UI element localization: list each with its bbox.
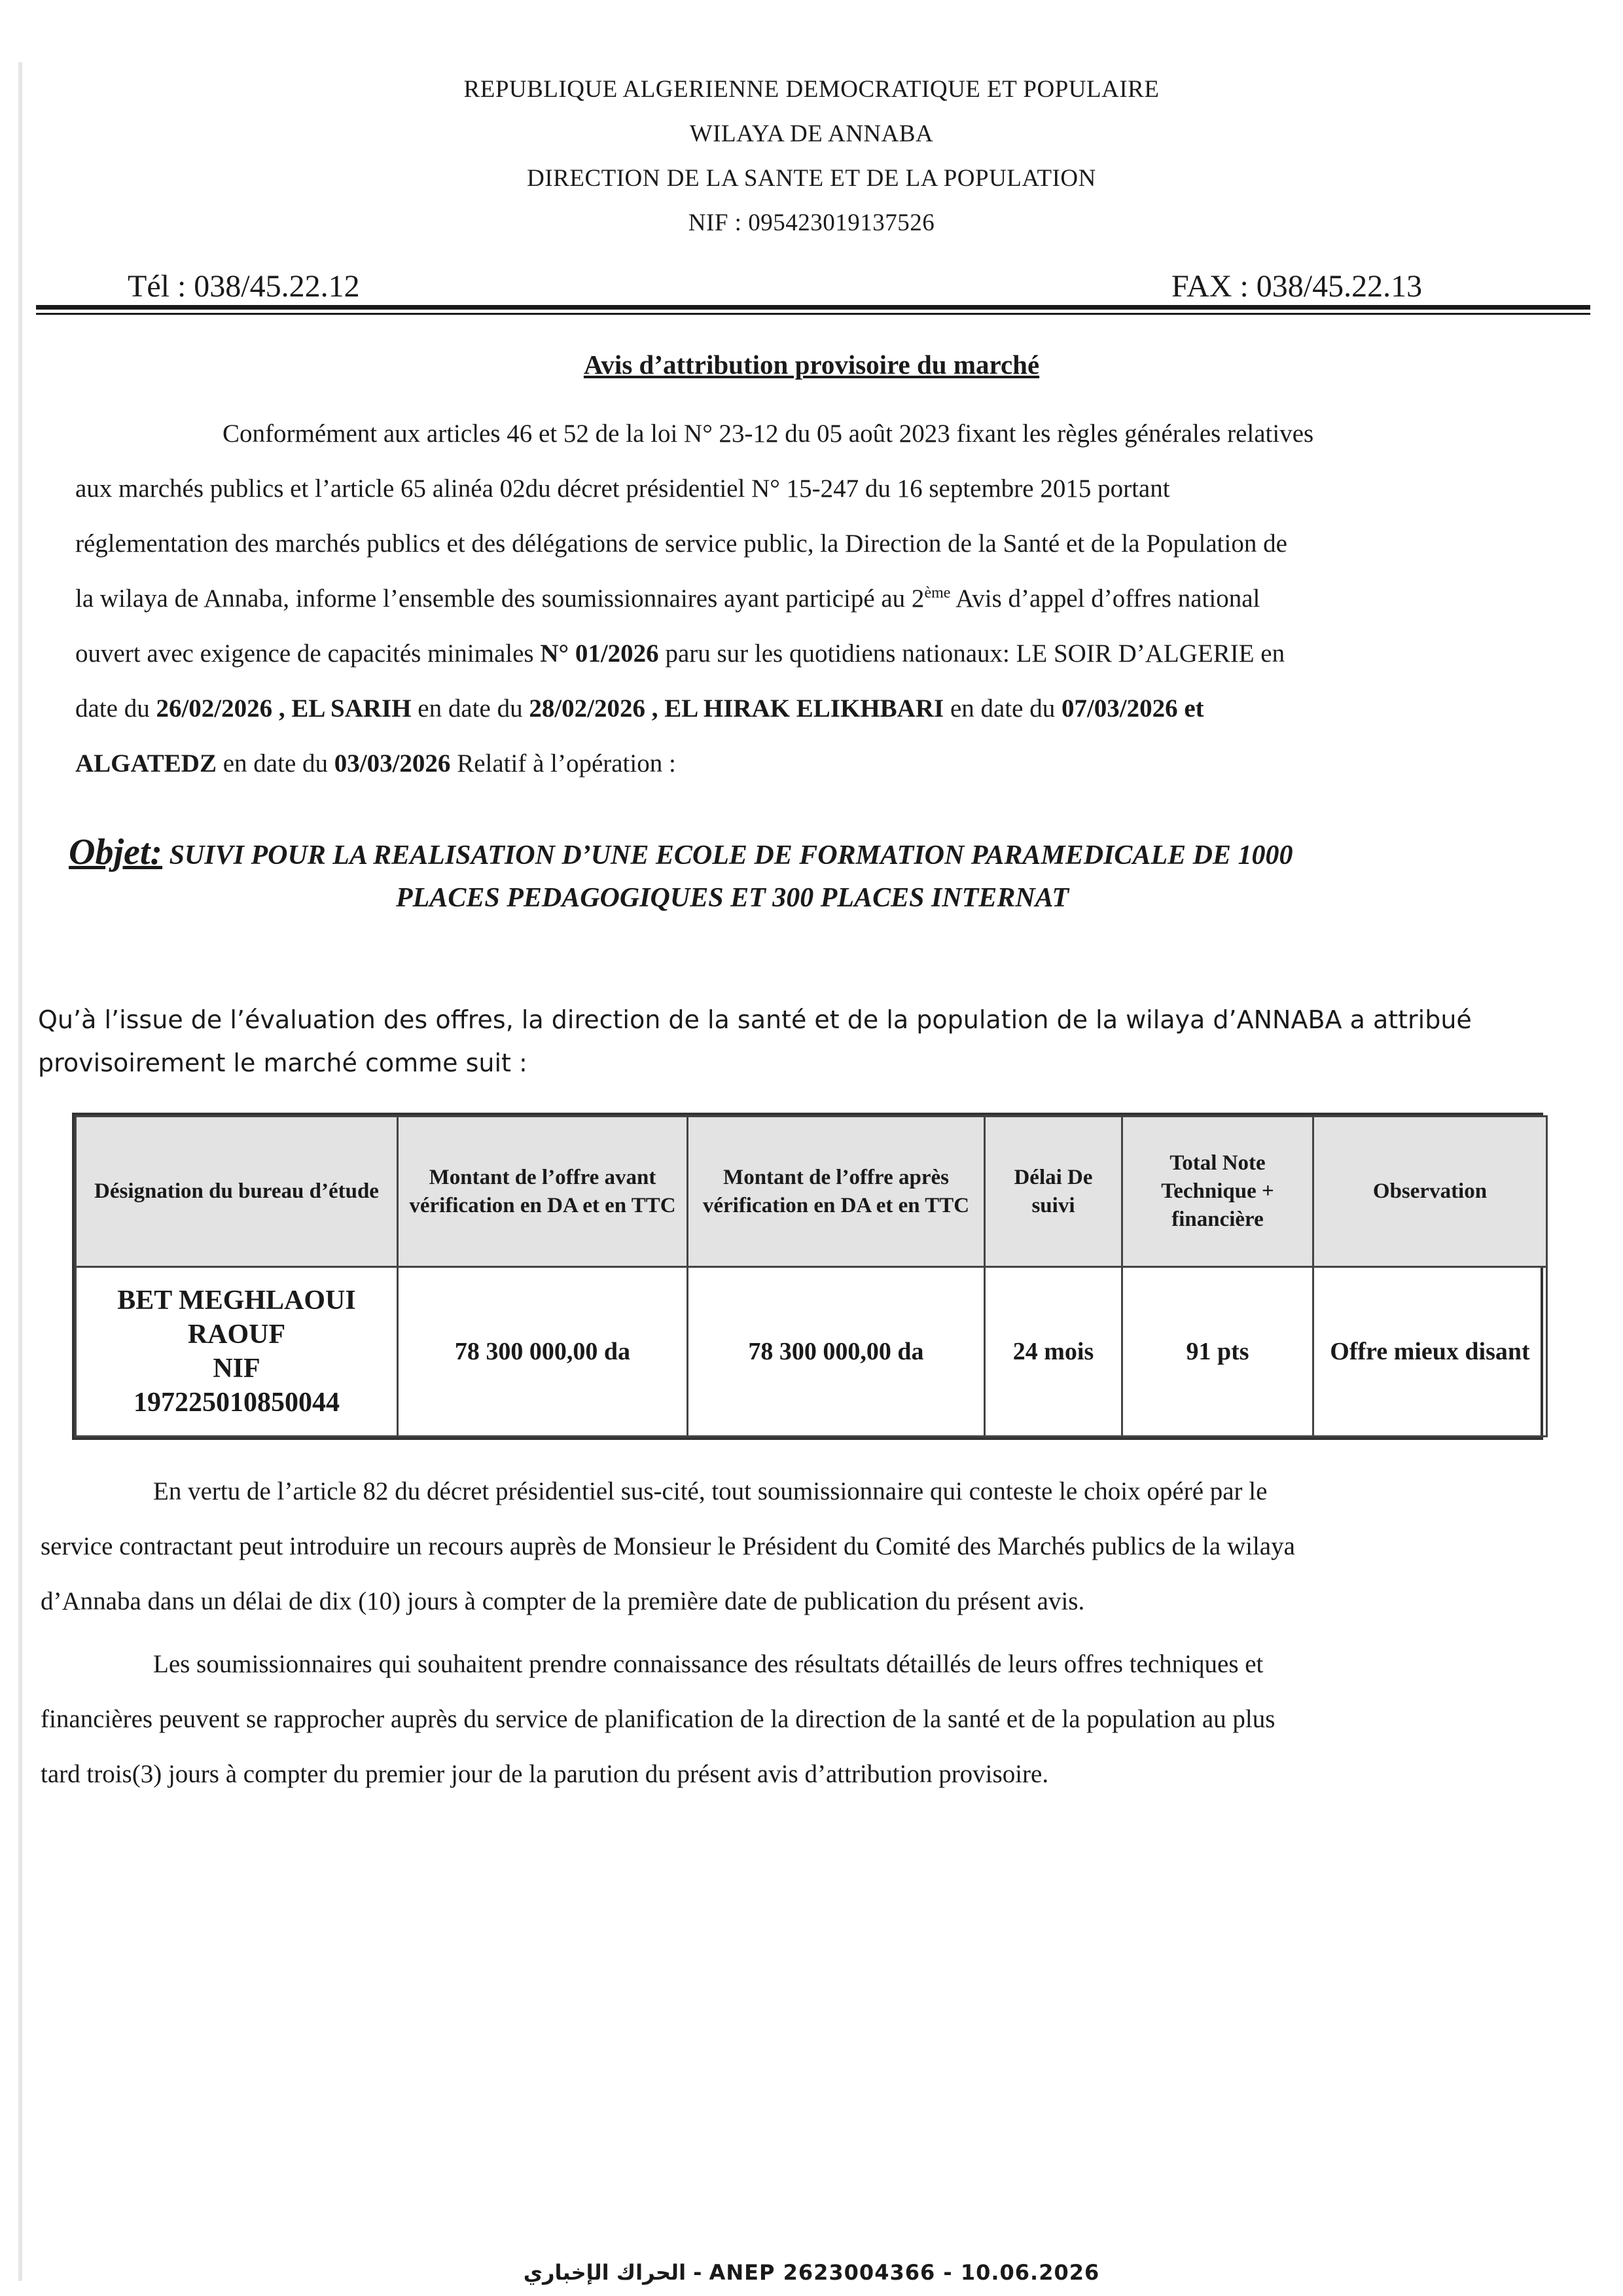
table-row (76, 1267, 1547, 1437)
recours-paragraph (41, 1477, 1546, 1641)
cell-delai: 24 mois (985, 1267, 1122, 1437)
header-delai: Délai De suivi (985, 1117, 1122, 1267)
intro-line: ouvert avec exigence de capacités minimales N° 01/2026 paru sur les quotidiens nationaux: LE SOIR D’ALGERIE en (75, 639, 1285, 668)
resultats-line: Les soumissionnaires qui souhaitent prendre connaissance des résultats détaillés de leurs offres techniques et (153, 1650, 1264, 1678)
header-republic: REPUBLIQUE ALGERIENNE DEMOCRATIQUE ET POPULAIRE (463, 76, 1160, 103)
objet-line-1: SUIVI POUR LA REALISATION D’UNE ECOLE DE FORMATION PARAMEDICALE DE 1000 (162, 840, 1293, 870)
header-bureau: Désignation du bureau d’étude (76, 1117, 398, 1267)
header-nif: NIF : 095423019137526 (688, 209, 935, 236)
header-telephone: Tél : 038/45.22.12 (128, 269, 360, 304)
intro-line: réglementation des marchés publics et des délégations de service public, la Direction de la Santé et de la Population de (75, 529, 1287, 558)
intro-line: date du 26/02/2026 , EL SARIH en date du 28/02/2026 , EL HIRAK ELIKHBARI en date du 07/03/2026 et (75, 694, 1204, 723)
attribution-table (72, 1113, 1543, 1440)
resultats-paragraph (41, 1649, 1546, 1814)
header-rule-thick (36, 305, 1590, 310)
intro-line: la wilaya de Annaba, informe l’ensemble des soumissionnaires ayant participé au 2ème Avis d’appel d’offres national (75, 584, 1260, 613)
recours-line: d’Annaba dans un délai de dix (10) jours à compter de la première date de publication du présent avis. (41, 1587, 1085, 1615)
intro-line: aux marchés publics et l’article 65 alinéa 02du décret présidentiel N° 15-247 du 16 septembre 2015 portant (75, 475, 1170, 503)
intro-line: Conformément aux articles 46 et 52 de la loi N° 23-12 du 05 août 2023 fixant les règles générales relatives (223, 420, 1314, 448)
scan-edge-shadow (18, 62, 22, 2281)
header-note: Total Note Technique + financière (1122, 1117, 1313, 1267)
header-rule-thin (36, 313, 1590, 315)
header-montant-apres: Montant de l’offre après vérification en DA et en TTC (688, 1117, 985, 1267)
objet-line-2: PLACES PEDAGOGIQUES ET 300 PLACES INTERNAT (396, 883, 1069, 913)
cell-montant-avant: 78 300 000,00 da (398, 1267, 688, 1437)
intro-paragraph (75, 419, 1548, 804)
resultats-line: tard trois(3) jours à compter du premier jour de la parution du présent avis d’attribution provisoire. (41, 1760, 1049, 1788)
publication-footer: الحراك الإخباري - ANEP 2623004366 - 10.06.2026 (523, 2260, 1100, 2285)
header-wilaya: WILAYA DE ANNABA (689, 120, 934, 147)
attribution-intro: Qu’à l’issue de l’évaluation des offres, la direction de la santé et de la population de la wilaya d’ANNABA a attribué provisoirement le marché comme suit : (38, 1005, 1472, 1077)
table-header-row (76, 1117, 1547, 1267)
header-fax: FAX : 038/45.22.13 (1171, 269, 1423, 304)
header-montant-avant: Montant de l’offre avant vérification en DA et en TTC (398, 1117, 688, 1267)
cell-note: 91 pts (1122, 1267, 1313, 1437)
objet-label: Objet: (69, 832, 163, 872)
header-direction: DIRECTION DE LA SANTE ET DE LA POPULATION (527, 165, 1096, 192)
cell-bureau: BET MEGHLAOUI RAOUF NIF 197225010850044 (76, 1267, 398, 1437)
recours-line: service contractant peut introduire un recours auprès de Monsieur le Président du Comité des Marchés publics de la wilaya (41, 1532, 1295, 1560)
notice-title: Avis d’attribution provisoire du marché (583, 350, 1040, 380)
cell-observation: Offre mieux disant (1313, 1267, 1547, 1437)
objet-block (69, 831, 1574, 913)
resultats-line: financières peuvent se rapprocher auprès du service de planification de la direction de la santé et de la population au plus (41, 1705, 1275, 1733)
cell-montant-apres: 78 300 000,00 da (688, 1267, 985, 1437)
recours-line: En vertu de l’article 82 du décret présidentiel sus-cité, tout soumissionnaire qui conteste le choix opéré par le (153, 1477, 1268, 1505)
intro-line: ALGATEDZ en date du 03/03/2026 Relatif à l’opération : (75, 749, 676, 778)
header-observation: Observation (1313, 1117, 1547, 1267)
